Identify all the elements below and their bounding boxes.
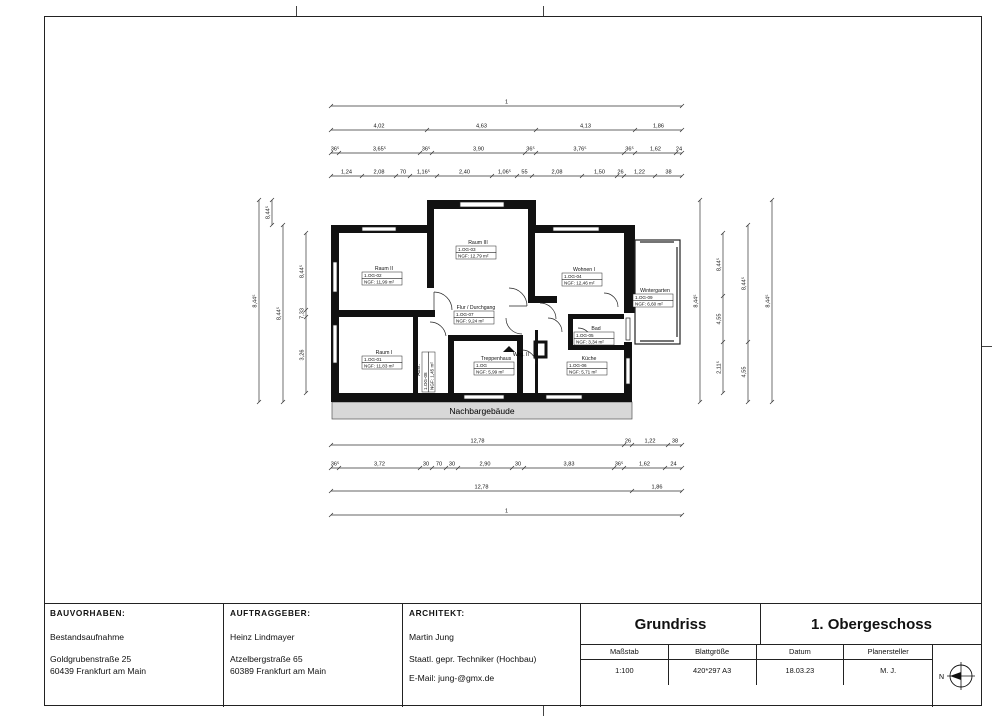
dimension-label: 2,08 [551,169,563,176]
dimension-label: 8,44⁵ [265,205,272,220]
dimension-label: 2,08 [373,169,385,176]
north-arrow [932,644,982,707]
bauvorhaben-street: Goldgrubenstraße 25 [50,654,132,664]
bauvorhaben-heading: BAUVORHABEN: [50,608,126,618]
dimension-label: 36⁵ [614,461,624,468]
room-label [456,240,496,259]
dimension-label: 30 [448,461,456,468]
dimension-label: 36⁵ [330,146,340,153]
meta-sheet-size-value: 420*297 A3 [693,666,732,675]
dimension-label: 1,50 [594,169,605,176]
room-code: 1.OG-01 [364,357,382,363]
meta-scale-value: 1:100 [615,666,634,675]
dimension-label: 8,44⁵ [716,257,723,272]
dimension-label: 24 [675,146,683,153]
room-area: NGF: 3,34 m² [576,339,604,345]
bauvorhaben-section [44,604,224,707]
dimension-label: 36⁵ [526,146,535,153]
frame-tick [543,706,544,716]
plan-title: Grundriss [581,604,761,644]
room-label [567,356,607,375]
dimension-label: 70 [435,461,443,468]
meta-scale-label: Maßstab [581,645,668,660]
room-label [454,305,495,324]
dimension-label: 1 [504,99,509,106]
meta-author [844,645,932,685]
meta-date-label: Datum [757,645,844,660]
dimension-label: 4,13 [580,123,591,130]
architekt-name: Martin Jung [409,632,454,642]
plan-meta [581,644,932,685]
room-name: Raum I [375,350,393,356]
room-name: Raum III [468,240,488,246]
dimension-label: 1,22 [644,438,656,445]
architekt-section [403,604,581,707]
dimension-label: 8,44⁵ [252,294,259,308]
auftraggeber-heading: AUFTRAGGEBER: [230,608,311,618]
dimension-label: 8,44⁵ [276,306,283,321]
room-name: Wohnen I [572,267,596,273]
room-area: NGF: 5,99 m² [476,369,504,375]
room-code: 1.OG-05 [576,333,594,339]
meta-scale [581,645,669,685]
dimension-label: 2,40 [459,169,470,176]
dimension-label: 1,16⁵ [416,169,431,176]
dimension-label: 26 [617,169,624,176]
north-arrow-icon [933,645,983,708]
dimension-label: 55 [521,169,528,176]
dimension-label: 12,78 [470,438,485,445]
room-area: NGF: 9,24 m² [456,318,484,324]
north-label: N [939,674,945,681]
room-name: Flur / Durchgang [456,305,496,311]
dimension-label: 1,24 [341,169,352,176]
room-code: 1.OG-09 [635,295,653,301]
dimension-label: 8,44⁵ [693,294,700,308]
dimension-label: 8,44⁵ [765,294,772,308]
room-area: NGF: 12,79 m² [458,253,489,259]
architekt-qualification: Staatl. gepr. Techniker (Hochbau) [409,654,537,664]
dimension-label: 1,62 [650,146,661,153]
auftraggeber-city: 60389 Frankfurt am Main [230,666,327,676]
room-code: 1.OG-08 [423,372,429,390]
dimension-label: 30 [514,461,522,468]
room-label [474,356,514,375]
room-area: NGF: 5,71 m² [569,369,597,375]
dimension-label: 3,83 [563,461,575,468]
apartment-label: Whg. II [513,352,529,358]
meta-sheet-size [669,645,757,685]
dimension-label: 3,90 [473,146,484,153]
dimension-label: 4,55 [741,366,748,378]
auftraggeber-street: Atzelbergstraße 65 [230,654,303,664]
dimension-label: 3,72 [374,461,385,468]
room-area: NGF: 1,45 m² [429,362,435,390]
room-label [416,352,435,392]
architekt-email: E-Mail: jung-@gmx.de [409,673,495,683]
dimension-label: 36⁵ [330,461,340,468]
room-code: 1.OG-02 [364,273,382,279]
architekt-heading: ARCHITEKT: [409,608,465,618]
auftraggeber-name: Heinz Lindmayer [230,632,295,642]
room-code: 1.OG-04 [564,274,582,280]
room-label [362,350,402,369]
room-code: 1.OG-06 [569,363,587,369]
room-code: 1.OG [476,363,487,369]
dimension-label: 38 [665,169,672,176]
room-name: Abst. [416,364,422,376]
room-label [362,266,402,285]
dimension-label: 4,02 [373,123,385,130]
dimension-label: 24 [670,461,677,468]
dimension-label: 30 [422,461,430,468]
dimension-label: 38 [671,438,679,445]
room-area: NGF: 6,60 m² [635,301,663,307]
room-area: NGF: 12,46 m² [564,280,595,286]
dimension-label: 8,44⁵ [741,276,748,291]
dimension-label: 4,63 [476,123,487,130]
dimension-label: 1,06⁵ [497,169,512,176]
room-label [574,326,614,345]
room-name: Treppenhaus [480,356,512,362]
meta-date [757,645,845,685]
room-code: 1.OG-03 [458,247,476,253]
meta-date-value: 18.03.23 [785,666,815,675]
floor-title: 1. Obergeschoss [811,615,932,633]
auftraggeber-section [224,604,403,707]
dimension-label: 1,86 [651,484,663,491]
neighbour-building-label: Nachbargebäude [449,406,515,416]
dimension-label: 1 [504,508,509,515]
room-name: Bad [591,326,601,332]
room-area: NGF: 11,99 m² [364,279,395,285]
dimension-label: 1,62 [639,461,650,468]
dimension-label: 36⁵ [625,146,634,153]
dimension-label: 3,26 [299,349,306,361]
room-name: Raum II [374,266,394,272]
dimension-label: 7,33 [299,308,306,319]
room-code: 1.OG-07 [456,312,474,318]
dimension-label: 70 [399,169,407,176]
dimension-label: 3,65⁵ [372,146,387,153]
room-name: Wintergarten [640,288,670,294]
bauvorhaben-project: Bestandsaufnahme [50,632,125,642]
title-block [44,603,982,707]
dimension-label: 1,22 [634,169,645,176]
dimension-label: 12,78 [474,484,489,491]
dimension-label: 4,55 [716,313,723,325]
dimension-label: 26 [624,438,632,445]
room-area: NGF: 11,83 m² [364,363,395,369]
dimension-label: 2,11⁵ [716,361,723,374]
dimension-label: 3,76⁵ [573,146,587,153]
dimension-label: 2,90 [479,461,491,468]
dimension-label: 8,44⁵ [299,264,306,279]
room-label [633,288,673,307]
dimension-label: 1,86 [653,123,664,130]
meta-sheet-size-label: Blattgröße [669,645,756,660]
room-name: Küche [581,356,597,362]
meta-author-value: M. J. [880,666,897,675]
meta-author-label: Planersteller [844,645,932,660]
room-label [562,267,602,286]
dimension-label: 36⁵ [421,146,431,153]
bauvorhaben-city: 60439 Frankfurt am Main [50,666,147,676]
